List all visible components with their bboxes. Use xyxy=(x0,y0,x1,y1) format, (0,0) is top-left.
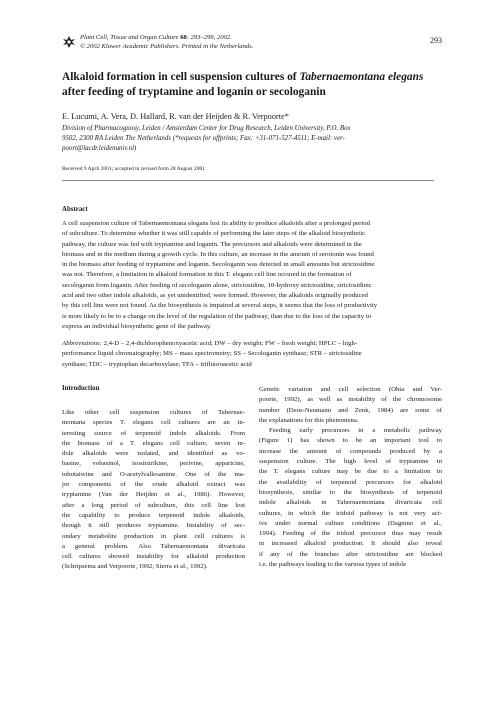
abstract-body xyxy=(62,219,438,332)
body-line: cultures, in which the iridoid pathway is not very act- xyxy=(259,509,442,517)
body-line: (Figure 1) has shown to be an important tool to xyxy=(259,437,442,445)
body-line: the T. elegans culture may be due to a limitation in xyxy=(259,468,442,476)
affiliation-line: 9502, 2300 RA Leiden The Netherlands (*requests for offprints; Fax: +31-071-527-4511; E-mail: ver- xyxy=(62,135,345,142)
body-line: the explanations for this phenomena. xyxy=(259,416,359,424)
title-species: Tabernaemontana elegans xyxy=(299,71,424,83)
affiliation xyxy=(62,124,438,154)
journal-pages: : 293–299, 2002. xyxy=(186,34,232,41)
body-line: after a long period of subculture, this cell line lost xyxy=(62,501,245,509)
abstract-line: secologanin from loganin. After feeding of secologanin alone, strictosidine, 10-hydroxy strictosidine, strictosidinic xyxy=(62,281,372,289)
abstract-line: by this cell line were not found. As the biosynthesis is impaired at several steps, it seems that the loss of productivity xyxy=(62,302,378,310)
body-line: though it still produces tryptamine. Instability of sec- xyxy=(62,522,245,530)
copyright-line: © 2002 Kluwer Academic Publishers. Printed in the Netherlands. xyxy=(80,43,254,50)
abbreviations-line: performance liquid chromatography; MS – mass spectrometry; SS – Secologanin synthase; STR – strictosidine xyxy=(62,350,362,358)
journal-citation xyxy=(80,33,253,51)
body-line: Like other cell suspension cultures of Tabernae- xyxy=(62,409,245,416)
abstract-line: A cell suspension culture of Tabernaemontana elegans lost its ability to produce alkaloids after a prolonged period xyxy=(62,220,370,227)
body-line: 1994). Feeding of the iridoid precursor thus may result xyxy=(259,530,442,538)
body-line: Genetic variation and cell selection (Ohta and Ver- xyxy=(259,386,442,393)
abbreviations-label: Abbreviations: xyxy=(62,340,102,347)
abstract-line: in the biomass after feeding of tryptamine and loganin. Secologanin was detected in small amounts but strictosidine xyxy=(62,261,375,269)
body-line: indole alkaloids in Tabernaemontana divaricata cell xyxy=(259,499,442,507)
affiliation-line: Division of Pharmacognosy, Leiden / Amsterdam Center for Drug Research, Leiden University, P.O. Box xyxy=(62,125,351,132)
publisher-logo-icon xyxy=(62,35,76,49)
abstract-line: was not. Therefore, a limitation in alkaloid formation in this T. elegans cell line occured in the formation of xyxy=(62,271,352,279)
body-line: teresting source of terpenoid indole alkaloids. From xyxy=(62,429,245,437)
body-line: basine, vobasinol, isositsirikine, perivine, apparicine, xyxy=(62,460,245,468)
abstract-line: acid and two other indole alkaloids, as yet unidentified, were formed. However, the alkaloids originally produced xyxy=(62,292,368,300)
body-column-right xyxy=(259,385,442,570)
body-line: dole alkaloids were isolated, and identified as vo- xyxy=(62,450,245,458)
body-line: ondary metabolite production in plant cell cultures is xyxy=(62,532,245,540)
abbreviations-line: synthase; TDC – tryptophan decarboxylase; TFA – trifluoroacetic acid xyxy=(62,360,252,368)
abstract-line: of subculture. To determine whether it was still capable of performing the later steps of the alkaloid biosynthetic xyxy=(62,230,366,238)
abstract-line: is more likely to be to a change on the level of the regulation of the pathway, than due to the loss of the capacity to xyxy=(62,312,372,320)
body-line: Feeding early precursors in a metabolic pathway xyxy=(269,427,442,435)
body-line: number (Deus-Neumann and Zenk, 1984) are some of xyxy=(259,406,442,414)
body-line: tryptamine (Van der Heijden et al., 1986). However, xyxy=(62,491,245,499)
journal-volume: 68 xyxy=(180,34,187,41)
body-line: if any of the branches after strictosidine are blocked xyxy=(259,550,442,558)
article-title xyxy=(62,70,442,100)
body-line: biosynthesis, similar to the biosynthesis of terpenoid xyxy=(259,488,442,496)
body-column-left xyxy=(62,408,245,573)
abstract-line: biomass and in the medium during a growth cycle. In this culture, an increase in the amount of serotonin was found xyxy=(62,250,374,258)
body-line: the availability of terpenoid precursors for alkaloid xyxy=(259,478,442,486)
introduction-heading: Introduction xyxy=(62,385,100,392)
abstract-heading: Abstract xyxy=(62,206,88,213)
title-part-1: Alkaloid formation in cell suspension cultures of xyxy=(62,71,300,83)
body-line: the biomass of a T. elegans cell culture, seven in- xyxy=(62,439,245,447)
body-line: the capability to produce terpenoid indole alkaloids, xyxy=(62,511,245,519)
divider xyxy=(62,180,434,181)
abbreviations-line: 2,4-D – 2,4-dichlorophenoxyacetic acid; DW – dry weight; FW – fresh weight; HPLC – high- xyxy=(101,340,358,347)
page-number: 293 xyxy=(430,36,442,45)
body-line: increase the amount of compounds produced by a xyxy=(259,447,442,455)
abbreviations xyxy=(62,339,438,370)
body-line: ive under normal culture conditions (Dagnino et al., xyxy=(259,519,442,527)
title-part-2: after feeding of tryptamine and loganin or secologanin xyxy=(62,86,326,98)
body-line: poorte, 1992), as well as instability of the chromosome xyxy=(259,396,442,404)
body-line: jor components of the crude alkaloid extract was xyxy=(62,481,245,489)
body-line: a general problem. Also Tabernaemontana divaricata xyxy=(62,542,245,550)
body-line: cell cultures showed instability for alkaloid production xyxy=(62,553,245,561)
body-line: (Schripsema and Verpoorte, 1992; Sierra et al., 1992). xyxy=(62,563,208,571)
journal-name: Plant Cell, Tissue and Organ Culture xyxy=(80,34,181,41)
abstract-line: pathway, the culture was fed with tryptamine and loganin. The precursors and alkaloids were determined in the xyxy=(62,240,362,248)
received-dates: Received 9 April 2001; accepted in revised form 28 August 2001 xyxy=(62,166,205,172)
body-line: i.e. the pathways leading to the various types of indole xyxy=(259,561,407,569)
body-line: in increased alkaloid production. It should also reveal xyxy=(259,540,442,548)
body-line: suspension culture. The high level of tryptamine in xyxy=(259,458,442,466)
affiliation-line: poort@lacdr.leidenuniv.nl) xyxy=(62,145,137,152)
body-line: tubotaiwine and O-acetylvallesamine. One of the ma- xyxy=(62,470,245,478)
body-line: montana species T. elegans cell cultures are an in- xyxy=(62,419,245,427)
abstract-line: express an individual biosynthetic gene of the pathway. xyxy=(62,322,212,330)
author-list: E. Lucumi, A. Vera, D. Hallard, R. van der Heijden & R. Verpoorte* xyxy=(62,112,289,121)
